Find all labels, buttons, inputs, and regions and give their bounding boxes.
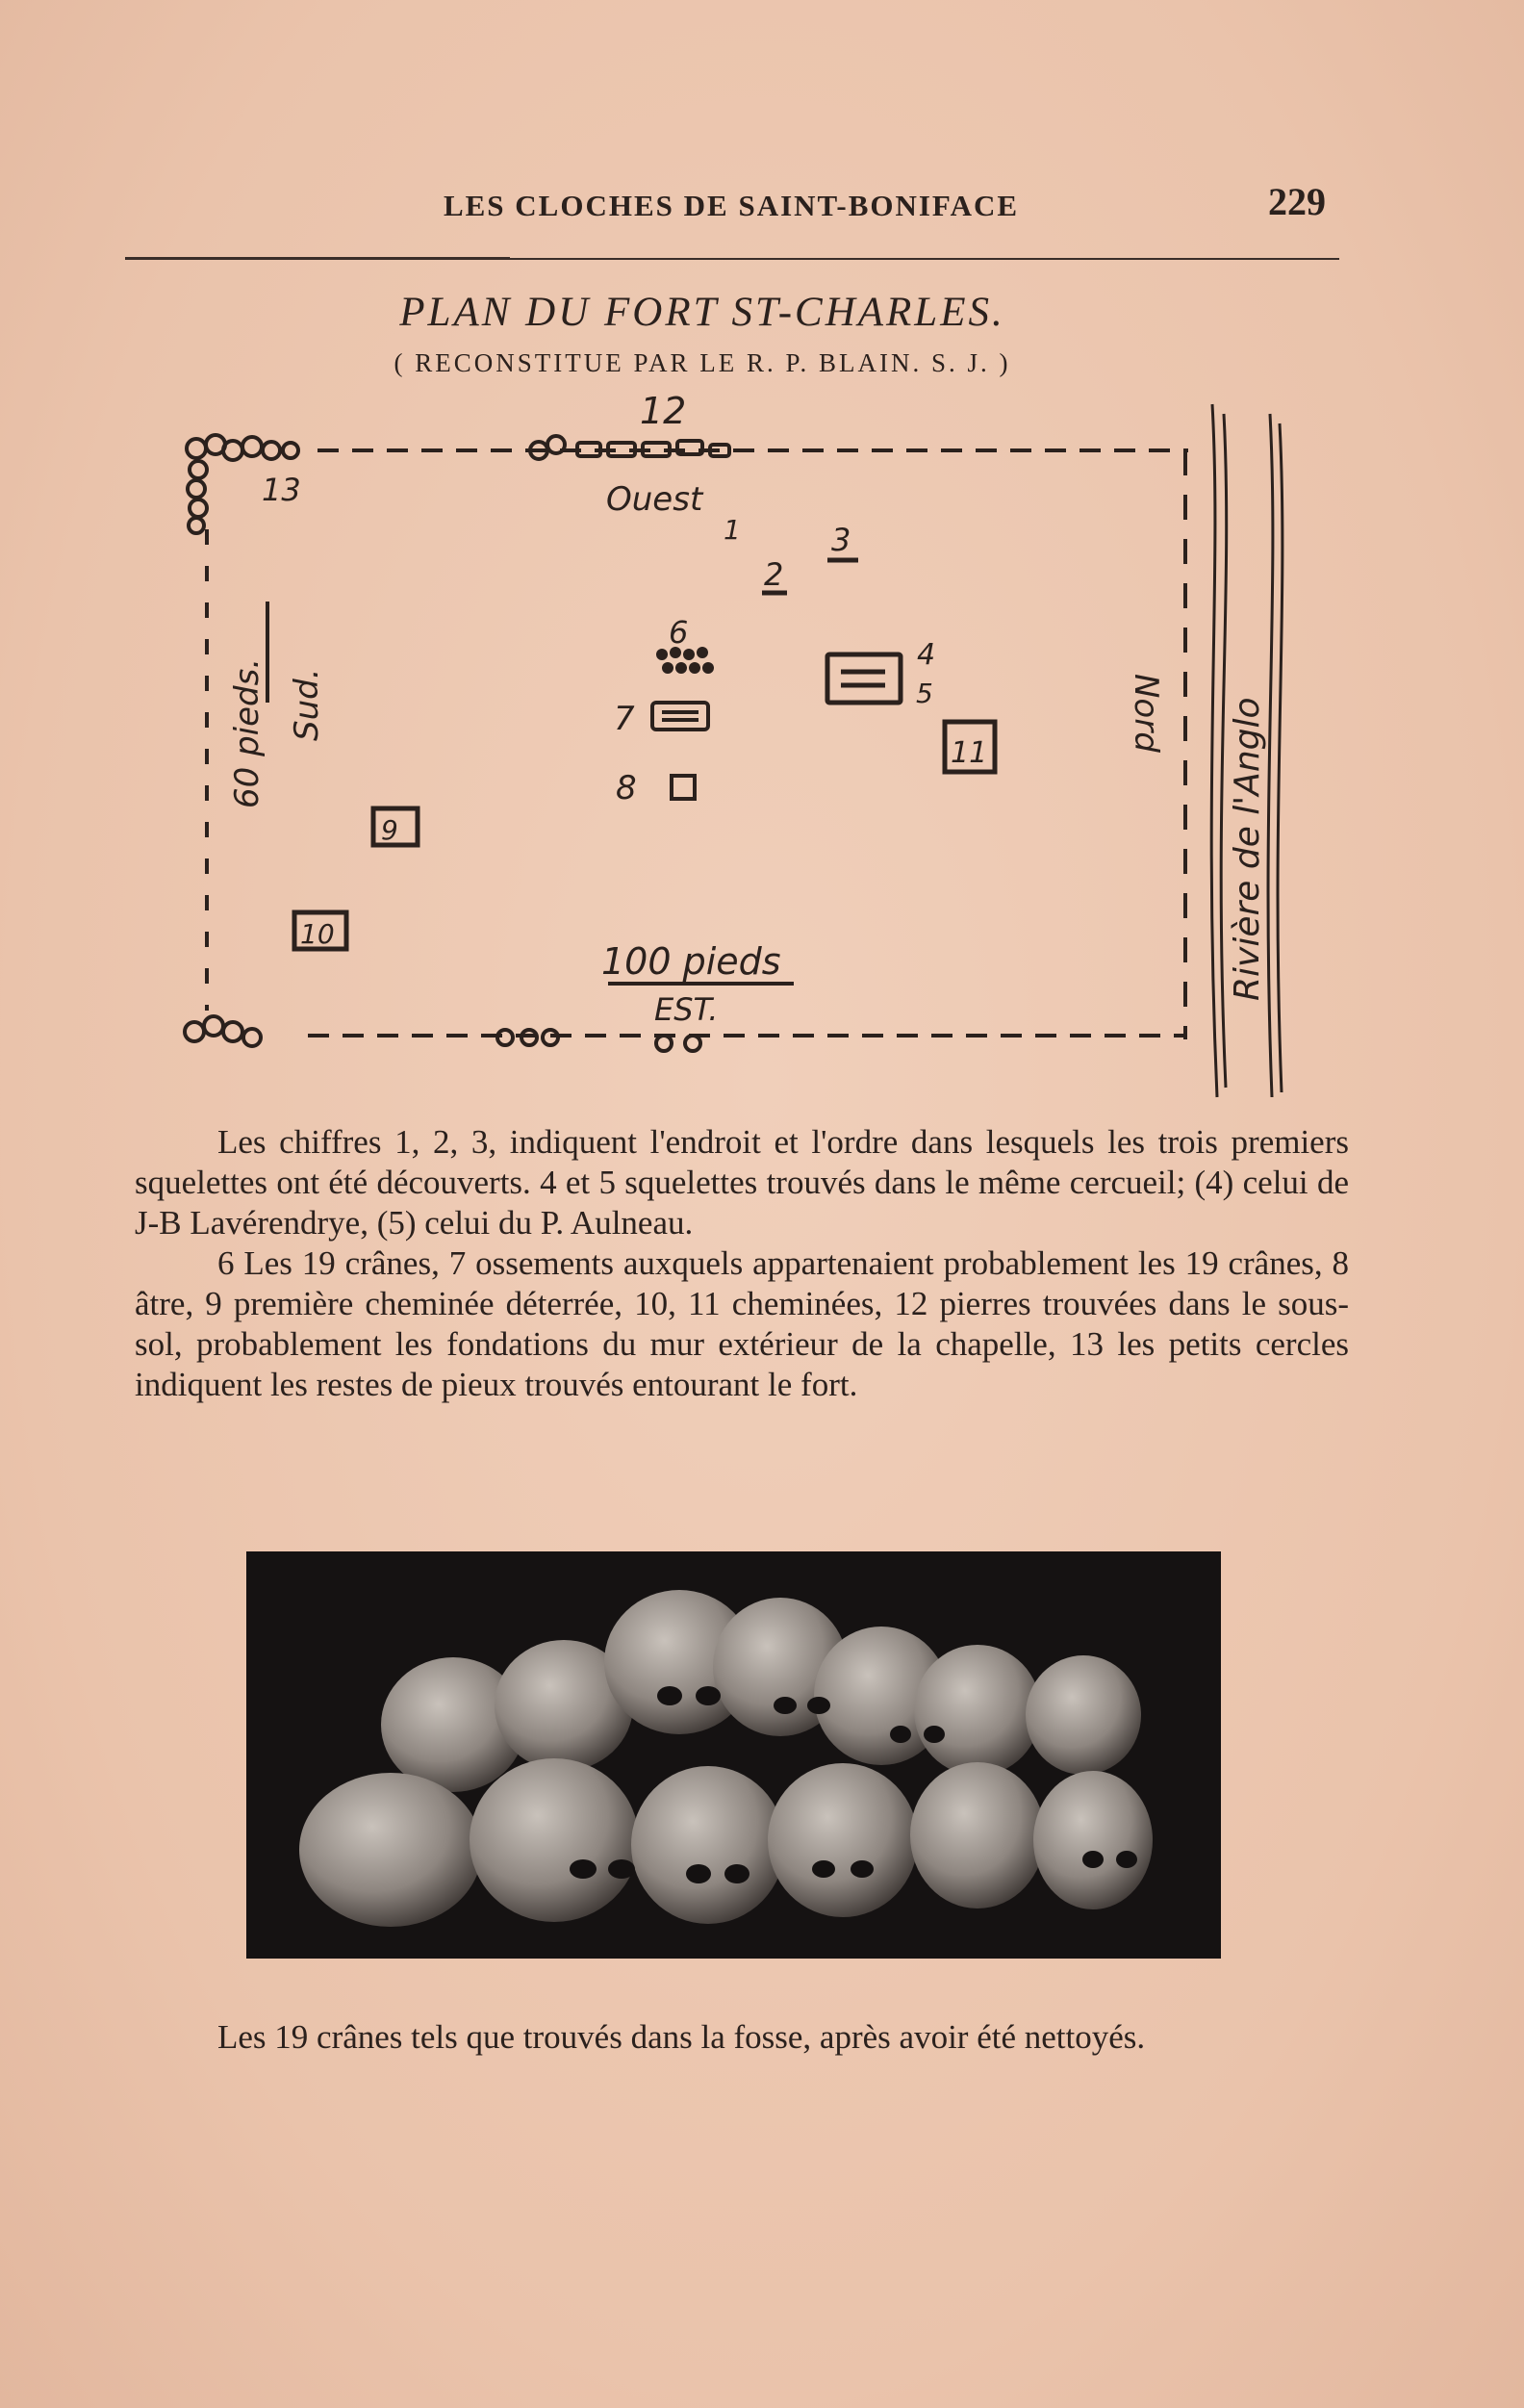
- chimneys: [294, 722, 995, 949]
- label-8: 8: [616, 769, 637, 807]
- label-10: 10: [300, 918, 335, 950]
- label-5: 5: [916, 678, 933, 709]
- header-rule: [125, 258, 1339, 260]
- label-nord: Nord: [1127, 674, 1165, 753]
- coffin-4-5: [827, 654, 901, 703]
- legend-paragraph-1: Les chiffres 1, 2, 3, indiquent l'endroit et l'ordre dans lesquels les trois premiers squelettes ont été découverts. 4 et 5 squelettes trouvés dans le même cercueil; (4) celui de J-B Lavérendrye, (5) celui du P. Aulneau.: [135, 1123, 1349, 1242]
- label-13: 13: [262, 472, 301, 508]
- label-riviere: Rivière de l'Anglo: [1228, 697, 1267, 1001]
- hearth-8: [672, 776, 695, 799]
- fort-plan-svg: [173, 385, 1308, 1107]
- plan-legend-text: [135, 1122, 1349, 1405]
- label-ouest: Ouest: [606, 480, 703, 519]
- skulls-photo-rendering: [246, 1551, 1221, 1959]
- bones-box-7: [652, 703, 708, 730]
- running-head: LES CLOCHES DE SAINT-BONIFACE: [443, 189, 1020, 222]
- legend-paragraph-2: 6 Les 19 crânes, 7 ossements auxquels appartenaient probablement les 19 crânes, 8 âtre, 9 première cheminée déterrée, 10, 11 cheminées, 12 pierres trouvées dans le sous-sol, probablement les fondations du mur extérieur de la chapelle, 13 les petits cercles indiquent les restes de pieux trouvés entourant le fort.: [135, 1244, 1349, 1403]
- label-1: 1: [724, 514, 741, 546]
- page-number: 229: [1268, 180, 1326, 223]
- skulls-6: [656, 647, 714, 674]
- label-9: 9: [381, 814, 398, 846]
- label-est: EST.: [654, 991, 719, 1028]
- caption-text: Les 19 crânes tels que trouvés dans la fosse, après avoir été nettoyés.: [217, 2018, 1146, 2056]
- label-4: 4: [917, 638, 936, 672]
- label-sud: Sud.: [288, 668, 326, 741]
- label-12: 12: [640, 390, 687, 432]
- fort-plan-diagram: [173, 385, 1308, 1107]
- plan-subtitle: ( RECONSTITUE PAR LE R. P. BLAIN. S. J. ): [394, 348, 1011, 377]
- label-100-pieds: 100 pieds: [601, 940, 781, 983]
- label-60-pieds: 60 pieds.: [228, 657, 267, 808]
- plan-title: PLAN DU FORT ST-CHARLES.: [399, 290, 1005, 335]
- label-6: 6: [669, 614, 689, 651]
- label-7: 7: [614, 700, 635, 738]
- label-2: 2: [764, 556, 784, 593]
- photo-caption: [135, 2017, 1349, 2058]
- label-3: 3: [831, 522, 851, 558]
- label-11: 11: [951, 736, 988, 770]
- skulls-photograph: [246, 1551, 1221, 1959]
